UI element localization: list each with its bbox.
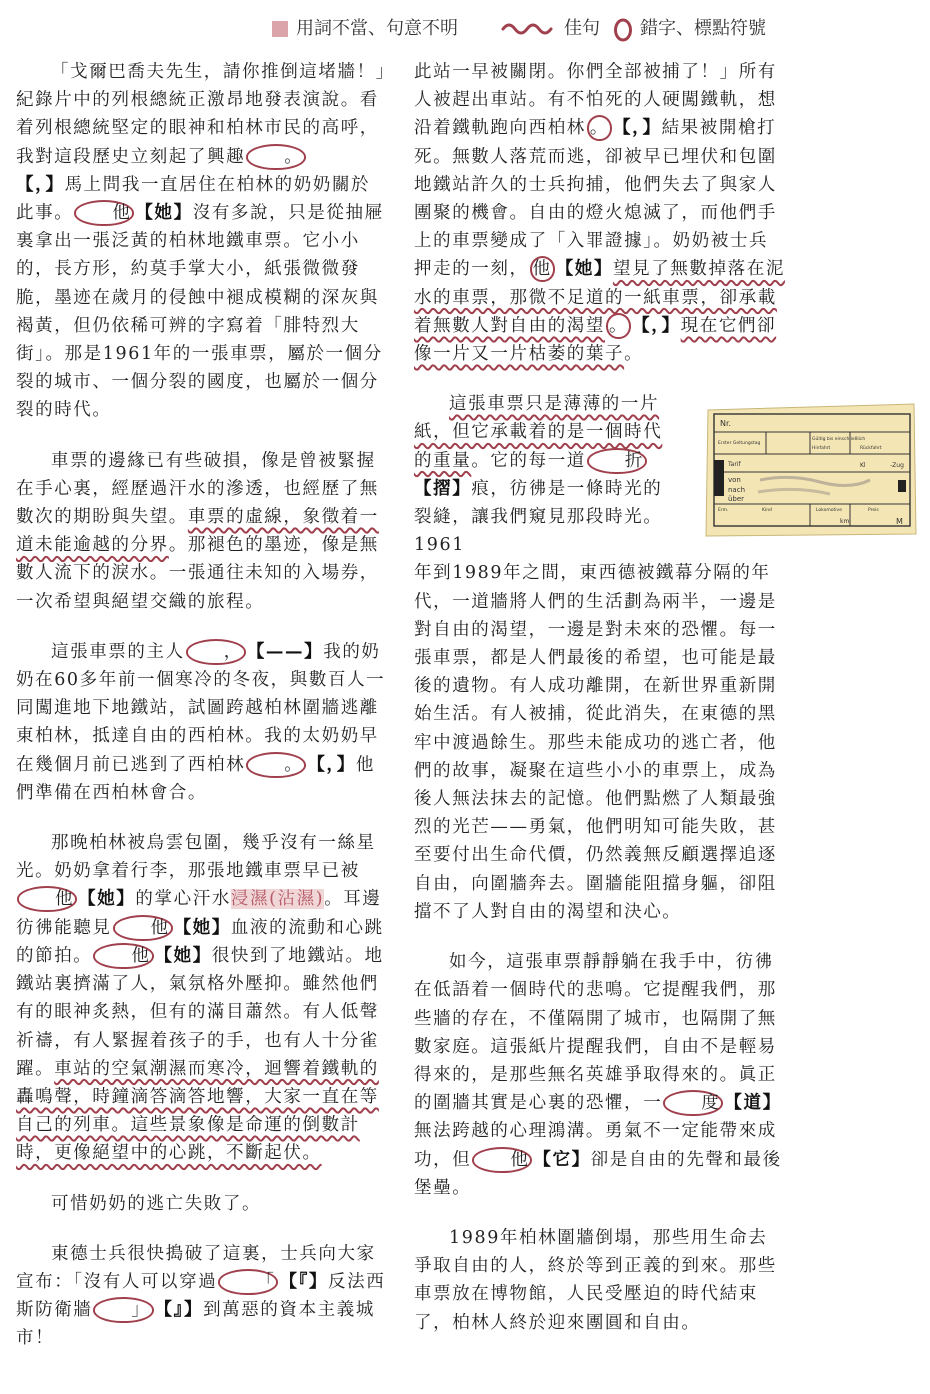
ticket-uber: über [728, 495, 745, 503]
text: 。那褪色的墨迹，像是無數人流下的淚水。一張通往未知的入場券，一次希望與絕望交織的旅程。 [16, 535, 379, 612]
text: 他們準備在西柏林會合。 [16, 754, 375, 803]
text: 卻是自由的先聲和最後堡壘。 [414, 1149, 782, 1198]
text: 。它的每一道 [471, 450, 586, 471]
correction: 【她】 [555, 259, 614, 280]
text: 如今，這張車票靜靜躺在我手中，彷彿在低語着一個時代的悲鳴。它提醒我們，那些牆的存在，不僅隔開了城市，也隔開了無數家庭。這張紙片提醒我們，自由不是輕易得來的，是那些無名英雄爭取得來的。眞正的圍牆其實是心裏的恐懼，一 [414, 952, 777, 1114]
correction: 【』】 [154, 1300, 204, 1321]
ticket-kind: Kind [762, 508, 772, 513]
error-mark: 他 [93, 943, 153, 969]
correction: 【，】 [307, 754, 356, 775]
ticket-von: von [728, 476, 741, 484]
ticket-km: km [840, 518, 850, 525]
correction: 【『】 [279, 1271, 329, 1292]
error-mark: 他 [17, 886, 77, 912]
ticket-header3: Hinfahrt [812, 446, 831, 451]
good-sentence: 現在它們卻像一片又一片枯萎的葉子 [414, 315, 777, 365]
paragraph-soldiers [16, 1240, 388, 1353]
legend-usage [272, 14, 458, 44]
paragraph-intro [16, 58, 388, 425]
paragraph-ticket-edge [16, 447, 388, 616]
ticket-erm: Erm. [718, 508, 729, 513]
text: 東德士兵很快搗破了這裏，士兵向大家宣布：「沒有人可以穿過 [16, 1243, 376, 1292]
ticket-header1: Erster Geltungstag [718, 441, 761, 446]
error-mark: 他 [113, 915, 173, 941]
text: 血液的流動和心跳的節拍。 [16, 917, 384, 966]
text: 無法跨越的心理鴻溝。勇氣不一定能帶來成功，但 [414, 1121, 777, 1170]
ticket-preis: Preis [868, 508, 879, 513]
paragraph-today [414, 948, 786, 1202]
paragraph-night [16, 829, 388, 1167]
error-mark: 。 [587, 115, 612, 141]
good-sentence: 這張車票只是薄薄的一片紙，但它承載着的是一個時代的重量 [414, 394, 663, 471]
error-mark: 他 [472, 1147, 532, 1173]
ticket-tarif: Tarif [728, 461, 741, 468]
text: 馬上問我一直居住在柏林的奶奶關於此事。 [16, 174, 371, 224]
wavy-line-icon [500, 14, 558, 44]
ticket-nr: Nr. [720, 419, 732, 428]
correction: 【，】 [632, 315, 681, 336]
correction: 【道】 [724, 1093, 782, 1114]
ticket-zug: -Zug [890, 462, 904, 469]
legend-good-label: 佳句 [564, 18, 600, 39]
text: 反法西斯防衛牆 [16, 1271, 386, 1321]
ticket-header2: Gültig bis einschließlich [812, 437, 866, 442]
usage-swatch-icon [272, 21, 288, 37]
error-mark: 」 [93, 1297, 153, 1323]
ticket-header4: Rückfahrt [860, 446, 882, 451]
error-mark: 他 [74, 200, 134, 226]
annotation-legend [272, 14, 912, 44]
correction: 【，】 [613, 118, 662, 139]
text: 很快到了地鐵站。地鐵站裏擠滿了人，氣氛格外壓抑。雖然他們有的眼神炙熱，但有的滿目蕭然。有人低聲祈禱，有人緊握着孩子的手，也有人十分雀躍。 [16, 945, 384, 1079]
correction: 【摺】 [414, 478, 472, 499]
legend-good [500, 14, 600, 44]
error-mark: 折 [587, 448, 647, 474]
correction: 【，】 [16, 174, 65, 195]
paragraph-arrest [414, 58, 786, 368]
correction: 【——】 [246, 641, 324, 662]
text: 這張車票的主人 [51, 641, 185, 662]
legend-typo [612, 14, 766, 44]
ticket-image [700, 400, 926, 538]
ticket-kl: Kl [860, 462, 866, 469]
error-mark: 他 [530, 256, 555, 282]
paragraph-1989: 1989年柏林圍牆倒塌，那些用生命去爭取自由的人，終於等到正義的到來。那些車票放在博物館，人民受壓迫的時代結束了，柏林人終於迎來團圓和自由。 [414, 1227, 777, 1333]
text: 。 [624, 344, 644, 365]
good-sentence: 車票的虛線，象徵着一道未能逾越的分界 [16, 507, 379, 556]
error-mark: 。 [606, 313, 631, 339]
good-sentence: 車站的空氣潮濕而寒冷，迴響着鐵軌的轟鳴聲，時鐘滴答滴答地響，大家一直在等自己的列車。這些景象像是命運的倒數計時，更像絕望中的心跳，不斷起伏。 [16, 1058, 379, 1164]
legend-typo-label: 錯字、標點符號 [640, 18, 766, 39]
legend-usage-label: 用詞不當、句意不明 [296, 18, 458, 39]
text: 此站一早被關閉。你們全部被捕了！」所有人被趕出車站。有不怕死的人硬闖鐵軌，想沿着鐵軌跑向西柏林 [414, 62, 777, 139]
text: 的掌心汗水 [135, 889, 231, 910]
text: 那晚柏林被烏雲包圍，幾乎沒有一絲星光。奶奶拿着行李，那張地鐵車票早已被 [16, 833, 376, 882]
correction: 【它】 [533, 1149, 591, 1170]
correction: 【她】 [78, 889, 136, 910]
error-mark: 度 [663, 1090, 723, 1116]
correction: 【她】 [154, 945, 212, 966]
text: 。耳邊彷彿能聽見 [16, 889, 382, 938]
correction: 【她】 [135, 203, 193, 224]
paragraph-failed: 可惜奶奶的逃亡失敗了。 [51, 1193, 262, 1214]
text: 到萬惡的資本主義城市！ [16, 1300, 375, 1349]
text: 沒有多說，只是從抽屜裏拿出一張泛黃的柏林地鐵車票。它小小的，長方形，約莫手掌大小，紙張微微發脆，墨迹在歲月的侵蝕中褪成模糊的深灰與褐黃，但仍依稀可辨的字寫着「腓特烈大街」。那是1961年的一張車票，屬於一個分裂的城市、一個分裂的國度，也屬於一個分裂的時代。 [16, 203, 384, 421]
ticket-nach: nach [728, 486, 746, 494]
full-text: 年到1989年之間，東西德被鐵幕分隔的年代，一道牆將人們的生活劃為兩半，一邊是對自由的渴望，一邊是對未來的恐懼。每一張車票，都是人們最後的希望，也可能是最後的遺物。有人成功離開，在新世界重新開始生活。有人被捕，從此消失，在東德的黑牢中渡過餘生。那些未能成功的逃亡者，他們的故事，凝聚在這些小小的車票上，成為後人無法抹去的記憶。他們點燃了人類最強烈的光芒——勇氣，他們明知可能失敗，甚至要付出生命代價，仍然義無反顧選擇追逐自由，向圍牆奔去。圍牆能阻擋身軀，卻阻擋不了人對自由的渴望和決心。 [414, 563, 777, 922]
text: 「戈爾巴喬夫先生，請你推倒這堵牆！」紀錄片中的列根總統正激昂地發表演說。看着列根總統堅定的眼神和柏林市民的高呼，我對這段歷史立刻起了興趣 [16, 62, 387, 167]
ticket-m: M [896, 517, 903, 526]
error-mark: ， [186, 639, 246, 665]
text: 我的奶奶在60多年前一個寒冷的冬夜，與數百人一同闖進地下地鐵站，試圖跨越柏林圍牆逃離東柏林，抵達自由的西柏林。我的太奶奶早在幾個月前已逃到了西柏林 [16, 641, 386, 775]
ticket-lokomotive: Lokomotive [816, 508, 842, 513]
right-column [414, 58, 786, 1337]
ticket-illustration [700, 400, 926, 538]
text: 痕，彷彿是一條時光的裂縫，讓我們窺見那段時光。1961 [414, 478, 663, 556]
paragraph-owner [16, 638, 388, 807]
error-mark: 「 [218, 1269, 278, 1295]
wrapped-text [414, 390, 676, 559]
usage-highlight: 浸濕(沾濕) [230, 889, 325, 910]
circle-mark-icon [612, 14, 634, 44]
text: 車票的邊緣已有些破損，像是曾被緊握在手心裏，經歷過汗水的滲透，也經歷了無數次的期盼與失望。 [16, 450, 379, 528]
correction: 【她】 [173, 917, 231, 938]
text: 結果被開槍打死。無數人落荒而逃，卻被早已埋伏和包圍地鐵站許久的士兵拘捕，他們失去了與家人團聚的機會。自由的燈火熄滅了，而他們手上的車票變成了「入罪證據」。奶奶被士兵押走的一刻， [414, 118, 777, 280]
good-sentence: 望見了無數掉落在泥水的車票，那微不足道的一紙車票，卻承載着無數人對自由的渴望 [414, 259, 785, 336]
error-mark: 。 [246, 752, 306, 778]
left-column [16, 58, 388, 1353]
error-mark: 。 [246, 144, 306, 170]
